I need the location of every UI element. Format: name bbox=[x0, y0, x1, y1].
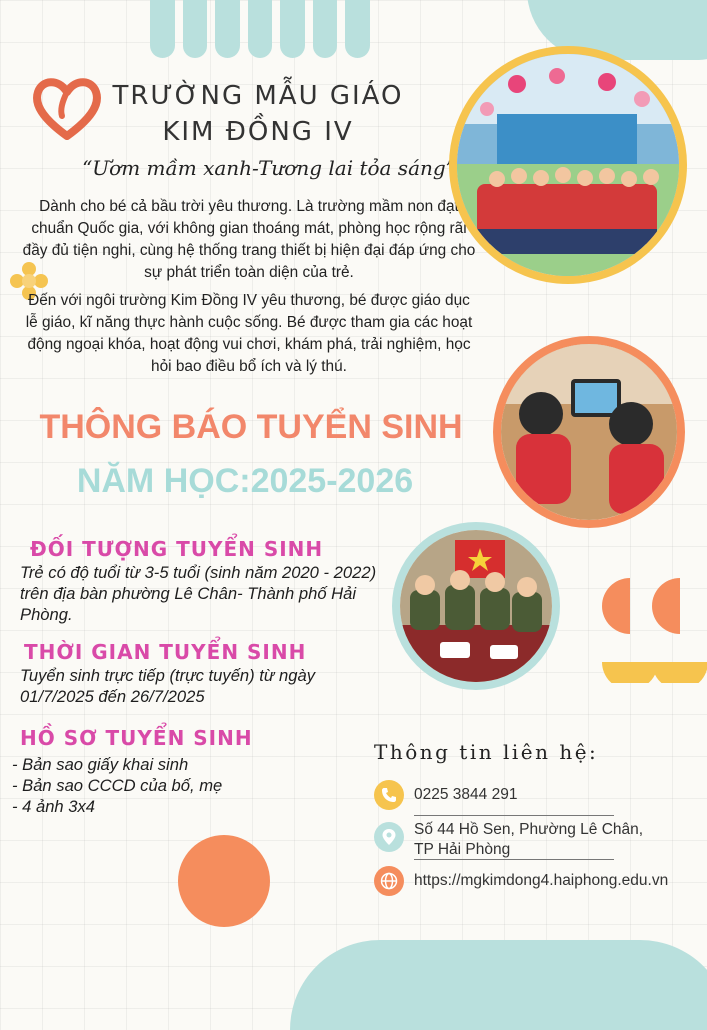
school-name bbox=[108, 78, 408, 150]
target-heading: ĐỐI TƯỢNG TUYỂN SINH bbox=[30, 537, 324, 561]
globe-icon bbox=[374, 866, 404, 896]
phone-icon bbox=[374, 780, 404, 810]
location-pin-icon bbox=[374, 822, 404, 852]
address-line2: TP Hải Phòng bbox=[414, 841, 511, 858]
contact-title: Thông tin liên hệ: bbox=[374, 740, 599, 764]
children-activity-photo bbox=[392, 522, 560, 690]
documents-item-1: - Bản sao giấy khai sinh bbox=[12, 755, 189, 774]
heart-logo-icon bbox=[32, 76, 102, 140]
address bbox=[414, 820, 643, 860]
time-body: Tuyển sinh trực tiếp (trực tuyến) từ ngày 01/7/2025 đến 26/7/2025 bbox=[20, 666, 316, 706]
school-name-line1: TRƯỜNG MẪU GIÁO bbox=[112, 81, 404, 111]
intro-text bbox=[22, 196, 476, 384]
orange-circle-decoration bbox=[178, 835, 270, 927]
target-body: Trẻ có độ tuổi từ 3-5 tuổi (sinh năm 2020 - 2022) trên địa bàn phường Lê Chân- Thành phố Hải Phòng. bbox=[20, 563, 377, 624]
wave-ss-decoration bbox=[602, 578, 707, 683]
slogan: “Ươm mầm xanh-Tương lai tỏa sáng” bbox=[82, 156, 456, 180]
contact-divider bbox=[414, 859, 614, 860]
children-tablet-photo bbox=[493, 336, 685, 528]
website-link[interactable]: https://mgkimdong4.haiphong.edu.vn bbox=[414, 872, 669, 889]
top-stripes-decoration bbox=[150, 0, 370, 58]
documents-item-2: - Bản sao CCCD của bố, mẹ bbox=[12, 776, 223, 795]
school-event-photo bbox=[449, 46, 687, 284]
documents-item-3: - 4 ảnh 3x4 bbox=[12, 797, 96, 816]
documents-list bbox=[12, 754, 312, 817]
contact-divider bbox=[414, 815, 614, 816]
school-name-line2: KIM ĐỒNG IV bbox=[162, 117, 354, 147]
address-line1: Số 44 Hồ Sen, Phường Lê Chân, bbox=[414, 821, 644, 838]
bottom-blob-decoration bbox=[290, 940, 707, 1030]
school-year: NĂM HỌC:2025-2026 bbox=[76, 462, 414, 500]
intro-paragraph-2: Đến với ngôi trường Kim Đồng IV yêu thương, bé được giáo dục lễ giáo, kĩ năng thực hành cuộc sống. Bé được tham gia các hoạt động ngoại khóa, hoạt động vui chơi, khám phá, trải nghiệm, học hỏi bao điều bổ ích và lý thú. bbox=[25, 292, 473, 375]
time-heading: THỜI GIAN TUYỂN SINH bbox=[24, 640, 307, 664]
phone-number[interactable]: 0225 3844 291 bbox=[414, 786, 518, 803]
documents-heading: HỒ SƠ TUYỂN SINH bbox=[20, 726, 253, 750]
intro-paragraph-1: Dành cho bé cả bầu trời yêu thương. Là trường mầm non đạt chuẩn Quốc gia, với không gian thoáng mát, phòng học rộng rãi đầy đủ tiện nghi, cùng hệ thống trang thiết bị hiện đại đáp ứng cho sự phát triển toàn diện của trẻ. bbox=[22, 198, 476, 281]
announcement-title: THÔNG BÁO TUYỂN SINH bbox=[39, 408, 463, 446]
